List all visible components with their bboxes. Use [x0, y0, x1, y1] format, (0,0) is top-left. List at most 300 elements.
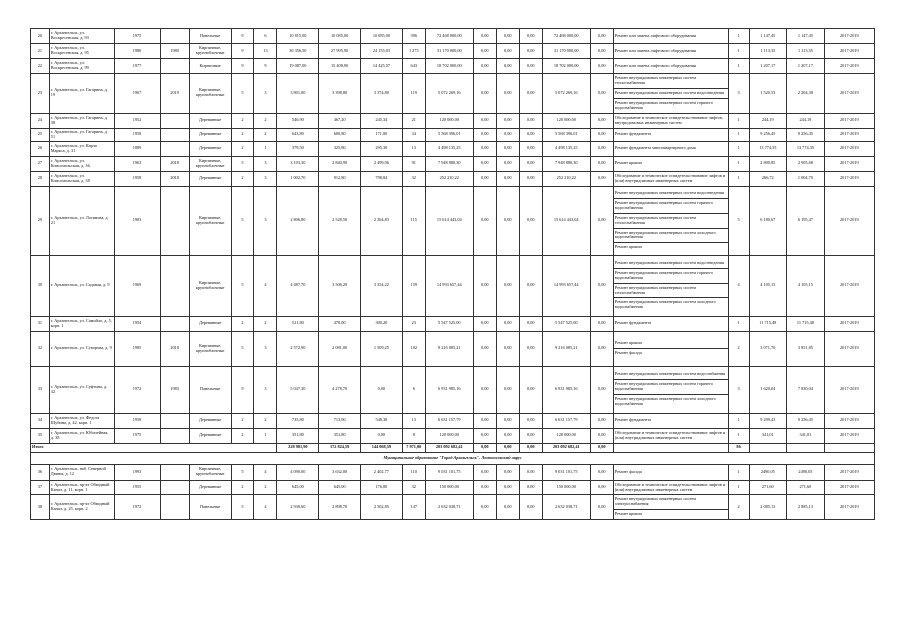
cost-federal-cell: 0,00 — [473, 156, 496, 171]
wall-material-cell: Кирпичные, крупноблочные — [189, 255, 231, 316]
table-row — [31, 366, 875, 413]
residential-area-cell: 3 354,22 — [361, 255, 403, 316]
work-item: Ремонт фундамента многоквартирного дома — [614, 145, 696, 151]
works-list-cell — [613, 366, 728, 413]
table-row — [31, 480, 875, 495]
entrances-cell: 3 — [254, 156, 277, 171]
cost-federal-cell: 0,00 — [473, 186, 496, 255]
works-count-cell: 1 — [728, 428, 749, 443]
unit-cost-cell: 1 147,45 — [749, 29, 787, 44]
build-year-cell: 1980 — [114, 44, 160, 59]
unit-cost-limit-cell: 7 830,04 — [787, 366, 825, 413]
cost-local-cell: 0,00 — [519, 428, 542, 443]
cost-owners-cell: 120 000,00 — [542, 428, 590, 443]
cost-other-cell: 0,00 — [590, 428, 613, 443]
build-year-cell: 1969 — [114, 255, 160, 316]
cost-total-cell: 31 170 000,00 — [425, 44, 473, 59]
residents-cell: 115 — [402, 186, 425, 255]
section-title: Муниципальное образование "Город Архангельск". Ломоносовский округ — [31, 452, 875, 464]
unit-cost-limit-cell: 1 113,35 — [787, 44, 825, 59]
wall-material-cell: Деревянные — [189, 316, 231, 331]
build-year-cell: 1975 — [114, 428, 160, 443]
row-number-cell: 31 — [31, 316, 50, 331]
works-count-cell: 1 — [728, 413, 749, 428]
residents-cell: 110 — [402, 464, 425, 480]
works-count-cell: 2 — [728, 331, 749, 366]
address-cell: г. Архангельск, ул. Гагарина, д. 38 — [49, 113, 114, 128]
build-year-cell: 1954 — [114, 316, 160, 331]
residents-cell: 6 — [402, 366, 425, 413]
residential-area-cell: 171,80 — [361, 128, 403, 141]
build-year-cell: 1993 — [114, 464, 160, 480]
renovation-year-cell: 2019 — [160, 74, 189, 114]
table-row — [31, 331, 875, 366]
planned-period-cell: 2017-2019 — [824, 464, 874, 480]
wall-material-cell: Деревянные — [189, 171, 231, 186]
total-area-cell: 2 930,60 — [277, 495, 319, 520]
work-item: Обследование и техническое освидетельствование лифтов и (или) внутридомовых инженерных систем — [614, 481, 726, 492]
planned-period-cell: 2017-2019 — [824, 186, 874, 255]
work-item: Ремонт внутридомовых инженерных систем холодного водоснабжения — [614, 229, 728, 244]
unit-cost-limit-cell: 1 147,45 — [787, 29, 825, 44]
total-area-cell: 735,80 — [277, 413, 319, 428]
entrances-cell: 2 — [254, 128, 277, 141]
cost-other-cell: 0,00 — [590, 74, 613, 114]
floors-cell: 9 — [231, 29, 254, 44]
cost-total-cell: 9 216 085,21 — [425, 331, 473, 366]
renovation-year-cell — [160, 255, 189, 316]
cost-other-cell: 0,00 — [590, 464, 613, 480]
works-count-cell: 1 — [728, 44, 749, 59]
entrances-cell: 2 — [254, 413, 277, 428]
renovation-year-cell — [160, 141, 189, 156]
unit-cost-limit-cell: 341,01 — [787, 428, 825, 443]
build-year-cell: 1958 — [114, 413, 160, 428]
cost-regional-cell: 0,00 — [496, 113, 519, 128]
address-cell: г. Архангельск, ул. Воскресенская, д. 95 — [49, 44, 114, 59]
total-label: Итого — [31, 443, 277, 452]
cost-other-cell: 0,00 — [590, 186, 613, 255]
total-works — [613, 443, 728, 452]
address-cell: г. Архангельск, ул. Самойло, д. 5, корп. 1 — [49, 316, 114, 331]
cost-federal-cell: 0,00 — [473, 428, 496, 443]
work-item: Ремонт крыши — [614, 244, 642, 250]
residential-area-cell: 1 509,25 — [361, 331, 403, 366]
cost-regional-cell: 0,00 — [496, 128, 519, 141]
entrances-cell: 2 — [254, 113, 277, 128]
unit-cost-cell: 1 520,53 — [749, 74, 787, 114]
renovation-year-cell — [160, 495, 189, 520]
cost-other-cell: 0,00 — [590, 128, 613, 141]
work-item: Обследование и техническое освидетельствование лифтов и (или) внутридомовых инженерных систем — [614, 172, 726, 183]
work-item: Ремонт фундамента — [614, 131, 652, 137]
entrances-cell: 3 — [254, 366, 277, 413]
floors-cell: 9 — [231, 366, 254, 413]
premises-area-cell: 325,80 — [319, 141, 361, 156]
premises-area-cell: 2 898,70 — [319, 495, 361, 520]
cost-total-cell: 6 631 157,79 — [425, 413, 473, 428]
cost-federal-cell: 0,00 — [473, 331, 496, 366]
floors-cell: 9 — [231, 44, 254, 59]
cost-owners-cell: 31 170 000,00 — [542, 44, 590, 59]
unit-cost-limit-cell: 9 256,45 — [787, 413, 825, 428]
total-cost-regional: 0,00 — [496, 443, 519, 452]
residential-area-cell: 2 364,83 — [361, 186, 403, 255]
table-row — [31, 29, 875, 44]
address-cell: г. Архангельск, ул. Логинова, д. 21 — [49, 186, 114, 255]
works-count-cell: 2 — [728, 495, 749, 520]
wall-material-cell: Деревянные — [189, 413, 231, 428]
residents-cell: 13 — [402, 413, 425, 428]
floors-cell: 5 — [231, 464, 254, 480]
cost-total-cell: 4 498 135,25 — [425, 141, 473, 156]
works-list-cell — [613, 255, 728, 316]
build-year-cell: 1983 — [114, 186, 160, 255]
total-cost-federal: 0,00 — [473, 443, 496, 452]
wall-material-cell: Деревянные — [189, 428, 231, 443]
planned-period-cell: 2017-2019 — [824, 59, 874, 74]
address-cell: г. Архангельск, ул. Гагарина, д. 51 — [49, 128, 114, 141]
total-cost-owners: 203 092 682,41 — [542, 443, 590, 452]
cost-regional-cell: 0,00 — [496, 74, 519, 114]
premises-area-cell: 15 408,90 — [319, 59, 361, 74]
planned-period-cell: 2017-2019 — [824, 255, 874, 316]
unit-cost-limit-cell: 1 207,17 — [787, 59, 825, 74]
unit-cost-cell: 9 299,43 — [749, 413, 787, 428]
entrances-cell: 13 — [254, 44, 277, 59]
row-number-cell: 27 — [31, 156, 50, 171]
works-list-cell — [613, 413, 728, 428]
wall-material-cell: Деревянные — [189, 113, 231, 128]
residents-cell: 1 275 — [402, 44, 425, 59]
renovation-year-cell — [160, 316, 189, 331]
cost-local-cell: 0,00 — [519, 495, 542, 520]
works-list-cell — [613, 331, 728, 366]
residents-cell: 643 — [402, 59, 425, 74]
works-list-cell — [613, 141, 728, 156]
work-item: Ремонт внутридомовых инженерных систем водоснабжения — [614, 370, 728, 380]
work-item: Ремонт фундамента — [614, 417, 652, 423]
cost-local-cell: 0,00 — [519, 44, 542, 59]
residents-cell: 119 — [402, 74, 425, 114]
cost-total-cell: 5 547 525,00 — [425, 316, 473, 331]
residents-cell: 102 — [402, 331, 425, 366]
row-number-cell: 37 — [31, 480, 50, 495]
cost-federal-cell: 0,00 — [473, 413, 496, 428]
cost-regional-cell: 0,00 — [496, 29, 519, 44]
cost-local-cell: 0,00 — [519, 413, 542, 428]
row-number-cell: 35 — [31, 428, 50, 443]
row-number-cell: 38 — [31, 495, 50, 520]
cost-other-cell: 0,00 — [590, 480, 613, 495]
address-cell: г. Архангельск, ул. Комсомольская, д. 36 — [49, 156, 114, 171]
work-item: Ремонт крыши — [614, 160, 642, 166]
works-count-cell: 5 — [728, 186, 749, 255]
wall-material-cell: Кирпичные, крупноблочные — [189, 464, 231, 480]
premises-area-cell: 10 085,00 — [319, 29, 361, 44]
cost-owners-cell: 120 000,00 — [542, 113, 590, 128]
cost-regional-cell: 0,00 — [496, 480, 519, 495]
works-count-cell: 1 — [728, 480, 749, 495]
work-item: Ремонт внутридомовых инженерных систем горячего водоснабжения — [614, 380, 728, 395]
entrances-cell: 3 — [254, 186, 277, 255]
build-year-cell: 1958 — [114, 128, 160, 141]
unit-cost-cell: 1 620,04 — [749, 366, 787, 413]
floors-cell: 2 — [231, 113, 254, 128]
build-year-cell: 1977 — [114, 59, 160, 74]
unit-cost-limit-cell: 9 256,45 — [787, 128, 825, 141]
table-body-section — [31, 464, 875, 520]
floors-cell: 5 — [231, 331, 254, 366]
cost-regional-cell: 0,00 — [496, 156, 519, 171]
address-cell: г. Архангельск, наб. Северной Двины, д. 12 — [49, 464, 114, 480]
works-list-cell — [613, 156, 728, 171]
build-year-cell: 1952 — [114, 113, 160, 128]
cost-local-cell: 0,00 — [519, 186, 542, 255]
cost-other-cell: 0,00 — [590, 113, 613, 128]
renovation-year-cell: 1980 — [160, 44, 189, 59]
total-section — [31, 443, 875, 464]
work-item: Ремонт или замена лифтового оборудования — [614, 47, 696, 53]
work-item: Ремонт или замена лифтового оборудования — [614, 62, 696, 68]
floors-cell: 2 — [231, 141, 254, 156]
build-year-cell: 1963 — [114, 156, 160, 171]
row-number-cell: 33 — [31, 366, 50, 413]
cost-owners-cell: 5 547 525,00 — [542, 316, 590, 331]
cost-local-cell: 0,00 — [519, 331, 542, 366]
total-area-cell: 2 572,90 — [277, 331, 319, 366]
wall-material-cell: Панельные — [189, 366, 231, 413]
floors-cell: 5 — [231, 156, 254, 171]
unit-cost-cell: 1 113,35 — [749, 44, 787, 59]
table-row — [31, 316, 875, 331]
cost-owners-cell: 6 931 985,16 — [542, 366, 590, 413]
works-count-cell: 3 — [728, 74, 749, 114]
wall-material-cell: Кирпичные, крупноблочные — [189, 74, 231, 114]
floors-cell: 2 — [231, 428, 254, 443]
cost-local-cell: 0,00 — [519, 366, 542, 413]
entrances-cell: 3 — [254, 171, 277, 186]
works-count-cell: 1 — [728, 128, 749, 141]
renovation-year-cell: 2018 — [160, 331, 189, 366]
wall-material-cell: Кирпичные, крупноблочные — [189, 186, 231, 255]
cost-federal-cell: 0,00 — [473, 29, 496, 44]
unit-cost-cell: 13 774,35 — [749, 141, 787, 156]
unit-cost-cell: 11 715,48 — [749, 316, 787, 331]
total-area-cell: 546,90 — [277, 113, 319, 128]
cost-regional-cell: 0,00 — [496, 495, 519, 520]
row-number-cell: 29 — [31, 186, 50, 255]
residential-area-cell: 798,84 — [361, 171, 403, 186]
renovation-year-cell — [160, 428, 189, 443]
planned-period-cell: 2017-2019 — [824, 156, 874, 171]
premises-area-cell: 470,00 — [319, 316, 361, 331]
residents-cell: 32 — [402, 171, 425, 186]
unit-cost-limit-cell: 6 195,47 — [787, 186, 825, 255]
build-year-cell: 1955 — [114, 480, 160, 495]
premises-area-cell: 3 632,00 — [319, 464, 361, 480]
total-area-cell: 4 487,70 — [277, 255, 319, 316]
cost-owners-cell: 15 614 443,04 — [542, 186, 590, 255]
cost-owners-cell: 4 498 135,25 — [542, 141, 590, 156]
unit-cost-limit-cell: 271,60 — [787, 480, 825, 495]
address-cell: г. Архангельск, ул. Садовая, д. 9 — [49, 255, 114, 316]
row-number-cell: 22 — [31, 59, 50, 74]
table-row — [31, 128, 875, 141]
total-row — [31, 443, 875, 452]
table-row — [31, 156, 875, 171]
row-number-cell: 21 — [31, 44, 50, 59]
total-cost-local: 0,00 — [519, 443, 542, 452]
total-area-premises: 172 824,59 — [319, 443, 361, 452]
address-cell: г. Архангельск, ул. Суфтина, д. 32 — [49, 366, 114, 413]
planned-period-cell: 2017-2019 — [824, 331, 874, 366]
cost-regional-cell: 0,00 — [496, 186, 519, 255]
residential-area-cell: 0,00 — [361, 366, 403, 413]
residential-area-cell: 3 374,80 — [361, 74, 403, 114]
works-list-cell — [613, 44, 728, 59]
work-item: Ремонт внутридомовых инженерных систем водоотведения — [614, 89, 728, 99]
planned-period-cell: 2017-2019 — [824, 128, 874, 141]
cost-other-cell: 0,00 — [590, 495, 613, 520]
table-row — [31, 428, 875, 443]
housing-repair-table — [30, 28, 875, 520]
cost-local-cell: 0,00 — [519, 29, 542, 44]
renovation-year-cell: 2018 — [160, 156, 189, 171]
premises-area-cell: 3 506,29 — [319, 255, 361, 316]
cost-owners-cell: 9 216 085,21 — [542, 331, 590, 366]
work-item: Ремонт внутридомовых инженерных систем горячего водоснабжения — [614, 99, 713, 110]
cost-total-cell: 5 072 269,16 — [425, 74, 473, 114]
planned-period-cell: 2017-2019 — [824, 480, 874, 495]
total-area-cell: 10 815,00 — [277, 29, 319, 44]
renovation-year-cell — [160, 113, 189, 128]
work-item: Ремонт крыши — [614, 511, 642, 517]
cost-other-cell: 0,00 — [590, 141, 613, 156]
cost-total-cell: 72 468 000,00 — [425, 29, 473, 44]
premises-area-cell: 27 995,90 — [319, 44, 361, 59]
works-list-cell — [613, 495, 728, 520]
total-area-cell: 643,80 — [277, 128, 319, 141]
cost-local-cell: 0,00 — [519, 128, 542, 141]
address-cell: г. Архангельск, пр-кт Обводный Канал, д. 25, корп. 2 — [49, 495, 114, 520]
premises-area-cell: 2 840,90 — [319, 156, 361, 171]
cost-local-cell: 0,00 — [519, 316, 542, 331]
cost-federal-cell: 0,00 — [473, 255, 496, 316]
work-item: Ремонт внутридомовых инженерных систем горячего водоснабжения — [614, 199, 728, 214]
cost-owners-cell: 150 000,00 — [542, 480, 590, 495]
residential-area-cell: 10 085,00 — [361, 29, 403, 44]
address-cell: г. Архангельск, пр-кт Обводный Канал, д. 11, корп. 1 — [49, 480, 114, 495]
row-number-cell: 20 — [31, 29, 50, 44]
cost-regional-cell: 0,00 — [496, 59, 519, 74]
cost-federal-cell: 0,00 — [473, 316, 496, 331]
cost-other-cell: 0,00 — [590, 255, 613, 316]
cost-total-cell: 18 702 000,00 — [425, 59, 473, 74]
cost-federal-cell: 0,00 — [473, 113, 496, 128]
total-area-cell: 379,50 — [277, 141, 319, 156]
cost-federal-cell: 0,00 — [473, 464, 496, 480]
cost-regional-cell: 0,00 — [496, 331, 519, 366]
planned-period-cell: 2017-2019 — [824, 316, 874, 331]
floors-cell: 9 — [231, 59, 254, 74]
works-count-cell: 1 — [728, 59, 749, 74]
table-row — [31, 186, 875, 255]
cost-other-cell: 0,00 — [590, 316, 613, 331]
premises-area-cell: 467,20 — [319, 113, 361, 128]
entrances-cell: 2 — [254, 316, 277, 331]
entrances-cell: 4 — [254, 255, 277, 316]
unit-cost-cell: 6 180,67 — [749, 186, 787, 255]
work-item: Ремонт фасада — [614, 468, 642, 474]
cost-federal-cell: 0,00 — [473, 366, 496, 413]
entrances-cell: 4 — [254, 495, 277, 520]
premises-area-cell: 2 528,50 — [319, 186, 361, 255]
residential-area-cell: 2 499,06 — [361, 156, 403, 171]
total-area-cell: 19 087,00 — [277, 59, 319, 74]
entrances-cell: 6 — [254, 29, 277, 44]
entrances-cell: 9 — [254, 59, 277, 74]
planned-period-cell: 2017-2019 — [824, 413, 874, 428]
cost-owners-cell: 14 993 657,44 — [542, 255, 590, 316]
cost-other-cell: 0,00 — [590, 29, 613, 44]
renovation-year-cell — [160, 59, 189, 74]
wall-material-cell: Деревянные — [189, 480, 231, 495]
residential-area-cell: 24 155,03 — [361, 44, 403, 59]
total-area-cell: 3 103,30 — [277, 156, 319, 171]
row-number-cell: 30 — [31, 255, 50, 316]
address-cell: г. Архангельск, ул. Гагарина, д. 19 — [49, 74, 114, 114]
cost-regional-cell: 0,00 — [496, 171, 519, 186]
unit-cost-cell: 341,01 — [749, 428, 787, 443]
address-cell: г. Архангельск, ул. Юбилейная, д. 38 — [49, 428, 114, 443]
floors-cell: 2 — [231, 128, 254, 141]
cost-regional-cell: 0,00 — [496, 44, 519, 59]
residents-cell: 396 — [402, 29, 425, 44]
entrances-cell: 3 — [254, 331, 277, 366]
works-count-cell: 4 — [728, 255, 749, 316]
planned-period-cell: 2017-2019 — [824, 141, 874, 156]
address-cell: г. Архангельск, ул. Воскресенская, д. 93 — [49, 29, 114, 44]
planned-period-cell: 2017-2019 — [824, 29, 874, 44]
residents-cell: 147 — [402, 495, 425, 520]
total-area-cell: 5 047,30 — [277, 366, 319, 413]
section-header-row — [31, 452, 875, 464]
total-cost: 203 092 682,41 — [425, 443, 473, 452]
works-list-cell — [613, 480, 728, 495]
wall-material-cell: Панельные — [189, 495, 231, 520]
work-item: Ремонт внутридомовых инженерных систем холодного водоснабжения — [614, 299, 716, 310]
work-item: Ремонт фундамента — [614, 320, 652, 326]
total-area-cell: 1 002,70 — [277, 171, 319, 186]
row-number-cell: 25 — [31, 128, 50, 141]
residential-area-cell: 14 425,57 — [361, 59, 403, 74]
cost-federal-cell: 0,00 — [473, 44, 496, 59]
works-list-cell — [613, 113, 728, 128]
floors-cell: 2 — [231, 171, 254, 186]
premises-area-cell: 713,00 — [319, 413, 361, 428]
cost-other-cell: 0,00 — [590, 156, 613, 171]
works-count-cell: 1 — [728, 316, 749, 331]
table-row — [31, 413, 875, 428]
cost-total-cell: 150 000,00 — [425, 480, 473, 495]
unit-cost-cell: 266,72 — [749, 171, 787, 186]
unit-cost-cell: 4 105,15 — [749, 255, 787, 316]
residential-area-cell: 245,34 — [361, 113, 403, 128]
cost-federal-cell: 0,00 — [473, 59, 496, 74]
unit-cost-cell: 2 800,85 — [749, 156, 787, 171]
cost-federal-cell: 0,00 — [473, 141, 496, 156]
